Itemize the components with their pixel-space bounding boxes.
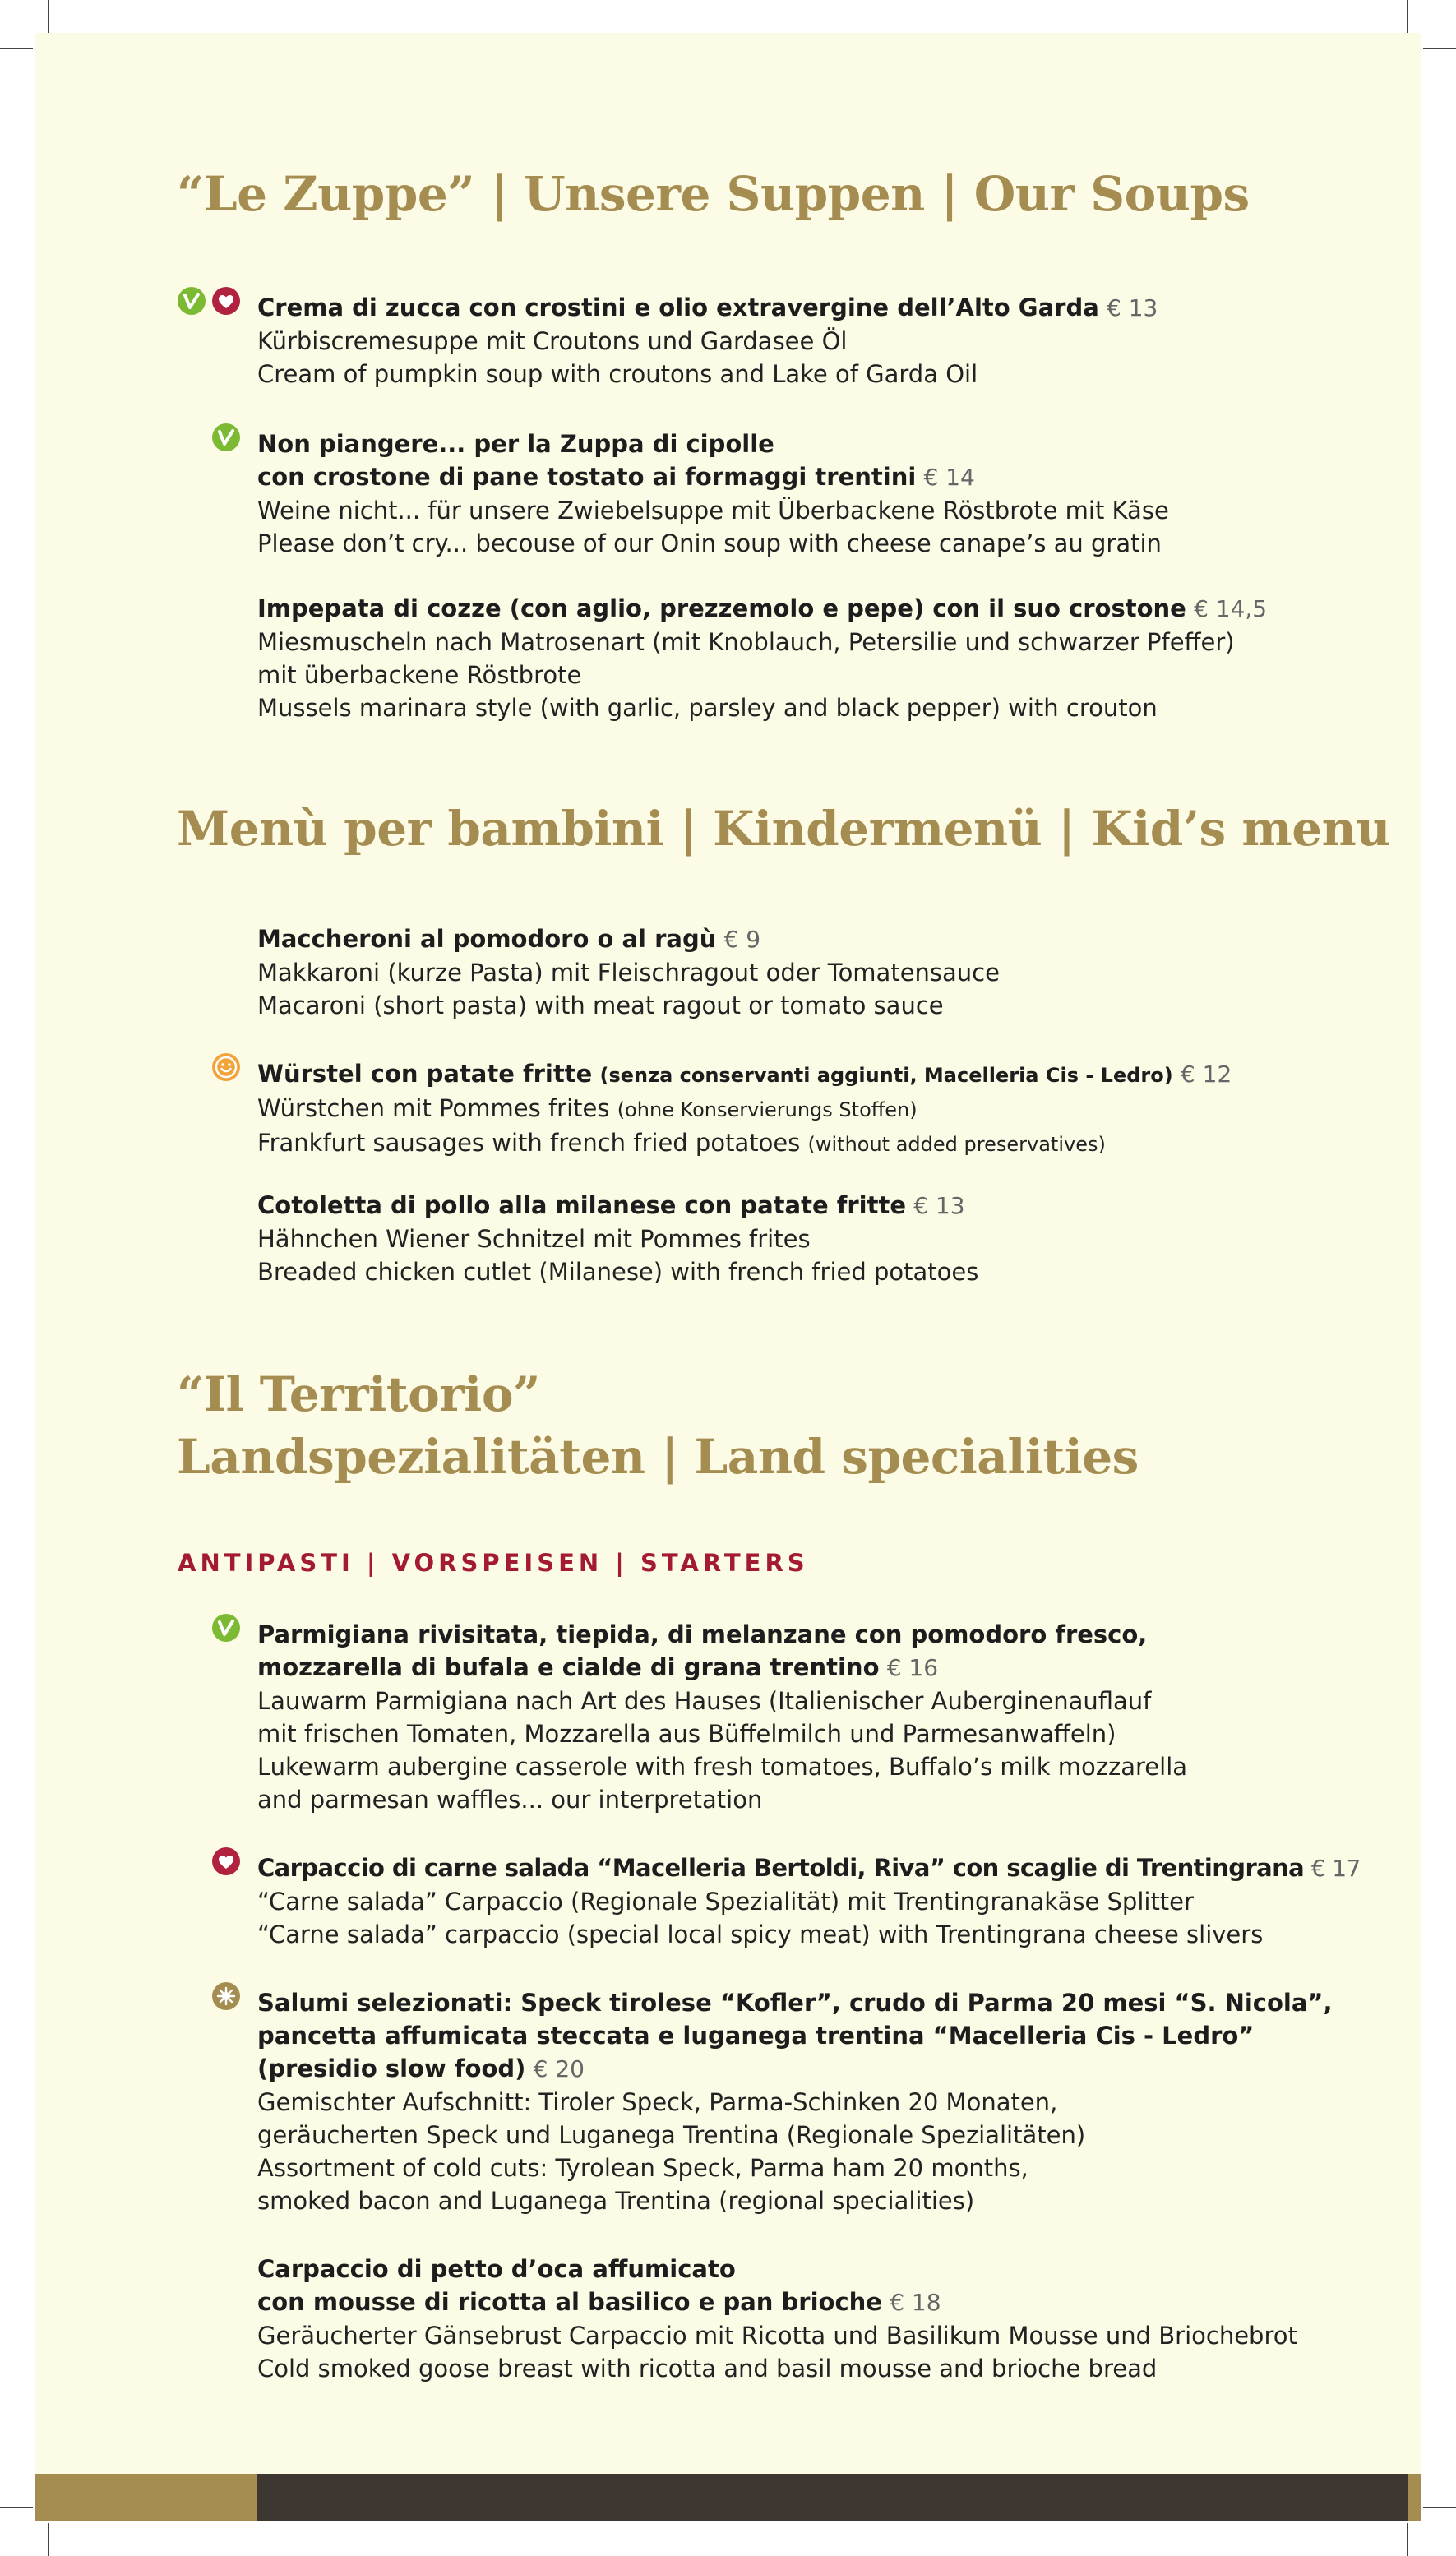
crop-mark: [1423, 48, 1456, 49]
vegetarian-leaf-icon: [177, 286, 206, 316]
item-name: Carpaccio di carne salada “Macelleria Bertoldi, Riva” con scaglie di Trentingrana: [257, 1854, 1305, 1882]
menu-item-goose-carpaccio: [257, 2253, 1367, 2385]
footer-band-gold: [35, 2474, 257, 2521]
item-description-en: Frankfurt sausages with french fried potatoes: [257, 1129, 801, 1157]
crop-mark: [1423, 2507, 1456, 2508]
heart-icon: [211, 286, 241, 316]
item-name-line1: Carpaccio di petto d’oca affumicato: [257, 2255, 736, 2283]
menu-item-mussels: [257, 592, 1367, 724]
section-title-territory: “Il Territorio”: [177, 1366, 540, 1422]
item-name: Cotoletta di pollo alla milanese con patate fritte: [257, 1191, 906, 1219]
item-description-de: Würstchen mit Pommes frites: [257, 1094, 610, 1122]
item-name-line1: Parmigiana rivisitata, tiepida, di melanzane con pomodoro fresco,: [257, 1620, 1148, 1648]
item-description-en: Cream of pumpkin soup with croutons and Lake of Garda Oil: [257, 360, 978, 388]
footer-band-dark: [257, 2474, 1408, 2521]
footer-band-tail: [1408, 2474, 1421, 2521]
item-name-line3: (presidio slow food): [257, 2055, 526, 2082]
item-description-en-note: (without added preservatives): [807, 1133, 1106, 1156]
smiley-icon: [211, 1052, 241, 1082]
item-price: € 20: [533, 2055, 585, 2082]
section-title-soups: “Le Zuppe” | Unsere Suppen | Our Soups: [177, 166, 1250, 222]
item-description-de: Lauwarm Parmigiana nach Art des Hauses (Italienischer Auberginenauflauf: [257, 1687, 1152, 1715]
item-name: Crema di zucca con crostini e olio extravergine dell’Alto Garda: [257, 294, 1099, 321]
item-price: € 9: [723, 926, 761, 953]
item-description-en: Please don’t cry... becouse of our Onin soup with cheese canape’s au gratin: [257, 529, 1162, 557]
heart-icon: [211, 1847, 241, 1876]
item-price: € 14: [923, 464, 975, 491]
item-price: € 16: [886, 1654, 939, 1681]
item-description-de: Hähnchen Wiener Schnitzel mit Pommes frites: [257, 1225, 811, 1253]
item-description-de: Geräucherter Gänsebrust Carpaccio mit Ricotta und Basilikum Mousse und Briochebrot: [257, 2322, 1297, 2350]
crop-mark: [48, 2523, 49, 2556]
item-name-line2: con mousse di ricotta al basilico e pan brioche: [257, 2288, 882, 2316]
item-name: Würstel con patate fritte: [257, 1060, 593, 1088]
item-description-de-note: (ohne Konservierungs Stoffen): [617, 1098, 918, 1121]
menu-item-salumi: [257, 1986, 1367, 2217]
item-name: Maccheroni al pomodoro o al ragù: [257, 925, 717, 953]
section-title-territory-sub: Landspezialitäten | Land specialities: [177, 1429, 1139, 1485]
item-description-en: Breaded chicken cutlet (Milanese) with french fried potatoes: [257, 1258, 979, 1286]
menu-item-parmigiana: [257, 1618, 1367, 1816]
item-price: € 12: [1180, 1061, 1232, 1088]
item-name-line1: Non piangere... per la Zuppa di cipolle: [257, 430, 774, 458]
item-description-de: Gemischter Aufschnitt: Tiroler Speck, Parma-Schinken 20 Monaten,: [257, 2088, 1058, 2116]
item-price: € 13: [913, 1192, 965, 1219]
item-description-de: mit frischen Tomaten, Mozzarella aus Büffelmilch und Parmesanwaffeln): [257, 1720, 1116, 1748]
item-description-en: Mussels marinara style (with garlic, parsley and black pepper) with crouton: [257, 694, 1158, 722]
menu-item-chicken-cutlet: [257, 1189, 1367, 1288]
crop-mark: [48, 0, 49, 33]
item-name: Impepata di cozze (con aglio, prezzemolo e pepe) con il suo crostone: [257, 594, 1186, 622]
menu-item-wurstel: [257, 1057, 1367, 1161]
item-description-en: Lukewarm aubergine casserole with fresh tomatoes, Buffalo’s milk mozzarella: [257, 1753, 1188, 1781]
item-description-de: Kürbiscremesuppe mit Croutons und Gardasee Öl: [257, 327, 848, 355]
item-name-note: (senza conservanti aggiunti, Macelleria Cis - Ledro): [599, 1064, 1173, 1087]
crop-mark: [0, 48, 33, 49]
crop-mark: [1407, 2523, 1408, 2556]
item-description-de: Weine nicht... für unsere Zwiebelsuppe mit Überbackene Röstbrote mit Käse: [257, 497, 1169, 525]
item-description-de: Miesmuscheln nach Matrosenart (mit Knoblauch, Petersilie und schwarzer Pfeffer): [257, 628, 1235, 656]
item-name-line1: Salumi selezionati: Speck tirolese “Kofler”, crudo di Parma 20 mesi “S. Nicola”,: [257, 1989, 1333, 2017]
item-price: € 18: [890, 2289, 941, 2316]
menu-item-onion-soup: [257, 428, 1367, 560]
item-description-de: geräucherten Speck und Luganega Trentina (Regionale Spezialitäten): [257, 2121, 1086, 2149]
item-price: € 13: [1107, 294, 1158, 321]
menu-item-macaroni: [257, 922, 1367, 1022]
crop-mark: [1407, 0, 1408, 33]
snail-badge-icon: [211, 1981, 241, 2011]
item-description-en: Cold smoked goose breast with ricotta and basil mousse and brioche bread: [257, 2355, 1158, 2383]
item-description-de: “Carne salada” Carpaccio (Regionale Spezialität) mit Trentingranakäse Splitter: [257, 1888, 1194, 1916]
crop-mark: [0, 2507, 33, 2508]
item-description-en: Macaroni (short pasta) with meat ragout or tomato sauce: [257, 991, 944, 1019]
item-price: € 14,5: [1194, 595, 1268, 622]
item-description-en: smoked bacon and Luganega Trentina (regional specialities): [257, 2187, 975, 2215]
menu-item-carne-salada: [257, 1851, 1367, 1951]
item-description-en: and parmesan waffles... our interpretation: [257, 1786, 763, 1814]
item-name-line2: mozzarella di bufala e cialde di grana trentino: [257, 1653, 880, 1681]
vegetarian-leaf-icon: [211, 423, 241, 452]
item-name-line2: pancetta affumicata steccata e luganega trentina “Macelleria Cis - Ledro”: [257, 2022, 1255, 2050]
starters-heading: ANTIPASTI | VORSPEISEN | STARTERS: [178, 1549, 809, 1577]
menu-item-pumpkin-soup: [257, 291, 1367, 391]
item-name-line2: con crostone di pane tostato ai formaggi trentini: [257, 463, 917, 491]
vegetarian-leaf-icon: [211, 1613, 241, 1643]
item-description-en: “Carne salada” carpaccio (special local spicy meat) with Trentingrana cheese slivers: [257, 1920, 1264, 1948]
item-description-en: Assortment of cold cuts: Tyrolean Speck, Parma ham 20 months,: [257, 2154, 1028, 2182]
item-description-de: Makkaroni (kurze Pasta) mit Fleischragout oder Tomatensauce: [257, 959, 1000, 987]
item-price: € 17: [1310, 1855, 1361, 1882]
section-title-kids: Menù per bambini | Kindermenü | Kid’s menu: [177, 801, 1390, 857]
item-description-de: mit überbackene Röstbrote: [257, 661, 582, 689]
